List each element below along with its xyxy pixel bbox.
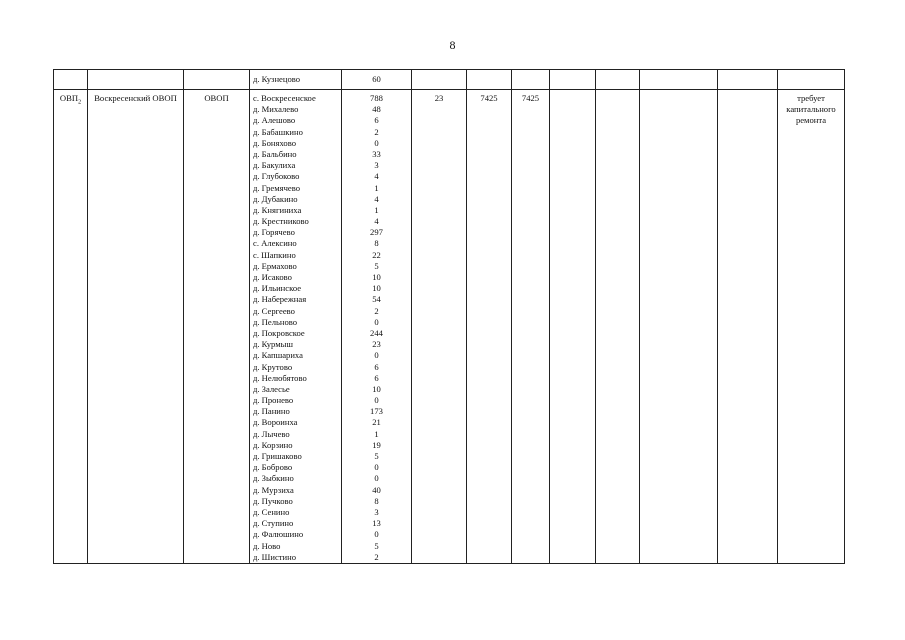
- value-b-cell: [512, 90, 550, 564]
- population-item: 19: [372, 439, 381, 450]
- population-item: 22: [372, 249, 381, 260]
- count-cell: [412, 90, 467, 564]
- population-item: 0: [374, 395, 379, 406]
- population-item: 33: [372, 148, 381, 159]
- population-item: 244: [370, 327, 383, 338]
- settlement-item: д. Панино: [253, 406, 290, 417]
- settlement-item: д. Бабашкино: [253, 126, 303, 137]
- settlement-list: [250, 93, 341, 563]
- population-item: 40: [372, 484, 381, 495]
- settlement-item: с. Шапкино: [253, 249, 296, 260]
- count-value: 23: [434, 93, 444, 103]
- settlement-item: д. Дубакино: [253, 193, 298, 204]
- facility-kind: ОВОП: [204, 93, 229, 103]
- population-item: 0: [374, 350, 379, 361]
- population-item: 54: [372, 294, 381, 305]
- settlement-item: д. Ермахово: [253, 260, 297, 271]
- settlement-item: д. Княгиниха: [253, 204, 302, 215]
- settlement-item: д. Глубоково: [253, 171, 300, 182]
- table-cell: [88, 70, 184, 90]
- settlement-item: д. Мурзиха: [253, 484, 294, 495]
- table-cell: [467, 70, 512, 90]
- population-item: 173: [370, 406, 383, 417]
- settlement-item: д. Ступино: [253, 518, 294, 529]
- table-cell: [550, 90, 596, 564]
- population-item: 788: [370, 93, 383, 103]
- settlement-item: д. Бальбино: [253, 148, 297, 159]
- settlement-item: д. Пучково: [253, 495, 293, 506]
- table-cell: [718, 70, 778, 90]
- settlement-item: д. Шистино: [253, 551, 297, 562]
- population-item: 297: [370, 227, 383, 238]
- populations-cell: [342, 90, 412, 564]
- value-b: 7425: [521, 93, 540, 103]
- facility-type-sub: 2: [78, 99, 82, 106]
- facilities-table: [53, 69, 845, 564]
- table-cell: [596, 70, 640, 90]
- population-item: 8: [374, 238, 379, 249]
- table-cell: [778, 70, 845, 90]
- population-value: 60: [372, 74, 381, 84]
- population-item: 2: [374, 126, 379, 137]
- population-item: 1: [374, 428, 379, 439]
- population-item: 5: [374, 540, 379, 551]
- population-item: 2: [374, 305, 379, 316]
- settlement-item: д. Курмыш: [253, 339, 294, 350]
- settlement-item: д. Залесье: [253, 383, 290, 394]
- population-item: 4: [374, 193, 379, 204]
- type-cell: [54, 90, 88, 564]
- population-item: 8: [374, 495, 379, 506]
- population-item: 5: [374, 451, 379, 461]
- note-text: требует капитального ремонта: [786, 93, 836, 126]
- settlement-item: д. Покровское: [253, 327, 305, 338]
- settlement-cell: [250, 70, 342, 90]
- population-item: 0: [374, 529, 379, 540]
- population-item: 6: [374, 115, 379, 126]
- population-item: 23: [372, 339, 381, 350]
- settlement-item: д. Нелюбятово: [253, 372, 307, 383]
- settlement-item: д. Зыбкино: [253, 473, 294, 484]
- population-item: 13: [372, 518, 381, 529]
- settlements-cell: [250, 90, 342, 564]
- table-cell: [640, 90, 718, 564]
- settlement-item: с. Воскресенское: [253, 93, 316, 103]
- facility-type: [54, 90, 87, 104]
- settlement-item: д. Гремячево: [253, 182, 301, 193]
- population-list: [342, 93, 411, 563]
- settlement-item: д. Набережная: [253, 294, 307, 305]
- settlement-item: д. Фалюшино: [253, 529, 304, 540]
- population-item: 10: [372, 272, 381, 282]
- settlement-item: д. Корзино: [253, 439, 293, 450]
- population-item: 1: [374, 204, 379, 215]
- settlement-item: д. Лычево: [253, 428, 290, 439]
- population-item: 2: [374, 551, 379, 562]
- population-item: 10: [372, 283, 381, 294]
- facility-name: Воскресенский ОВОП: [94, 93, 177, 103]
- population-item: 4: [374, 171, 379, 182]
- settlement-item: д. Горячево: [253, 227, 295, 238]
- settlement-item: д. Сенино: [253, 506, 290, 517]
- table-cell: [596, 90, 640, 564]
- settlement-item: д. Пронево: [253, 395, 294, 406]
- table-cell: [718, 90, 778, 564]
- settlement-item: д. Крутово: [253, 361, 293, 372]
- value-a: 7425: [480, 93, 498, 103]
- settlement-item: д. Ново: [253, 540, 281, 551]
- population-item: 4: [374, 216, 379, 227]
- value-a-cell: [467, 90, 512, 564]
- table-cell: [512, 70, 550, 90]
- settlement-item: д. Бакулиха: [253, 160, 296, 171]
- settlement-item: д. Гришаково: [253, 451, 302, 461]
- settlement-item: д. Сергеево: [253, 305, 295, 316]
- population-item: 0: [374, 316, 379, 327]
- settlement-item: с. Алексино: [253, 238, 297, 249]
- table-cell: [640, 70, 718, 90]
- settlement-name: д. Кузнецово: [253, 74, 301, 84]
- population-item: 0: [374, 137, 379, 148]
- settlement-item: д. Ильинское: [253, 283, 302, 294]
- settlement-item: д. Капшариха: [253, 350, 303, 361]
- population-item: 48: [372, 104, 381, 115]
- facility-type-label: ОВП: [59, 93, 79, 103]
- settlement-item: д. Крестниково: [253, 216, 309, 227]
- table-cell: [184, 70, 250, 90]
- population-item: 6: [374, 372, 379, 383]
- population-item: 21: [372, 417, 381, 428]
- settlement-item: д. Боброво: [253, 462, 293, 473]
- population-cell: [342, 70, 412, 90]
- settlement-item: д. Вороинха: [253, 417, 298, 428]
- settlement-item: д. Пельново: [253, 316, 298, 327]
- population-item: 3: [374, 160, 379, 171]
- population-item: 10: [372, 383, 381, 394]
- settlement-item: д. Боняхово: [253, 137, 297, 148]
- table-row: [54, 90, 845, 564]
- settlement-item: д. Алешово: [253, 115, 296, 126]
- population-item: 0: [374, 473, 379, 484]
- table-row: [54, 70, 845, 90]
- name-cell: [88, 90, 184, 564]
- table-cell: [412, 70, 467, 90]
- note-cell: [778, 90, 845, 564]
- population-item: 6: [374, 361, 379, 372]
- population-item: 0: [374, 462, 379, 473]
- population-item: 5: [374, 260, 379, 271]
- table-cell: [54, 70, 88, 90]
- table-cell: [550, 70, 596, 90]
- settlement-item: д. Исаково: [253, 272, 292, 282]
- population-item: 3: [374, 506, 379, 517]
- settlement-item: д. Михалево: [253, 104, 299, 115]
- population-item: 1: [374, 182, 379, 193]
- kind-cell: [184, 90, 250, 564]
- page-number: 8: [449, 38, 456, 52]
